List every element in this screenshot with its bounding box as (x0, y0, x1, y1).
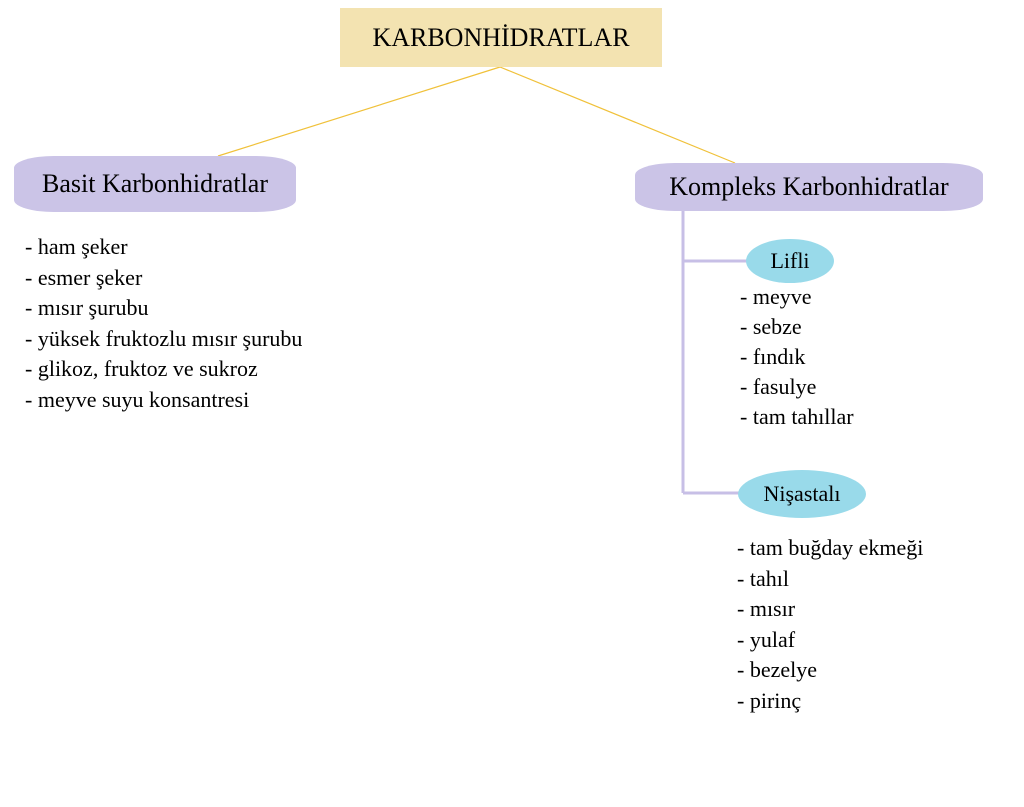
nisastali-subcategory-node (738, 470, 866, 518)
list-item: - yulaf (737, 626, 796, 652)
list-item: - pirinç (737, 687, 802, 713)
lifli-subcategory-label: Lifli (770, 248, 810, 273)
list-item: - tam tahıllar (740, 404, 854, 429)
list-item: - mısır şurubu (25, 295, 149, 320)
diagram-title: KARBONHİDRATLAR (372, 22, 630, 52)
list-item: - meyve suyu konsantresi (25, 386, 250, 412)
basit-category-label: Basit Karbonhidratlar (42, 169, 268, 198)
list-item: - mısır (737, 596, 796, 621)
list-item: - tahıl (737, 565, 789, 591)
list-item: - bezelye (737, 657, 817, 682)
list-item: - esmer şeker (25, 264, 143, 290)
list-item: - sebze (740, 314, 802, 339)
list-item: - yüksek fruktozlu mısır şurubu (25, 325, 303, 351)
kompleks-category-label: Kompleks Karbonhidratlar (669, 172, 949, 201)
list-item: - fasulye (740, 374, 817, 399)
diagram-title-box (340, 8, 662, 67)
connector-title-to-kompleks (500, 67, 735, 163)
lifli-subcategory-node (746, 239, 834, 283)
list-item: - glikoz, fruktoz ve sukroz (25, 356, 258, 381)
list-item: - fındık (740, 344, 806, 369)
list-item: - ham şeker (25, 234, 128, 259)
nisastali-item-list (737, 533, 923, 716)
kompleks-category-node (635, 163, 983, 211)
nisastali-subcategory-label: Nişastalı (763, 481, 841, 506)
connector-title-to-basit (218, 67, 500, 156)
list-item: - meyve (740, 284, 812, 309)
list-item: - tam buğday ekmeği (737, 535, 924, 560)
lifli-item-list (740, 282, 854, 432)
basit-item-list (25, 232, 302, 415)
basit-category-node (14, 156, 296, 212)
